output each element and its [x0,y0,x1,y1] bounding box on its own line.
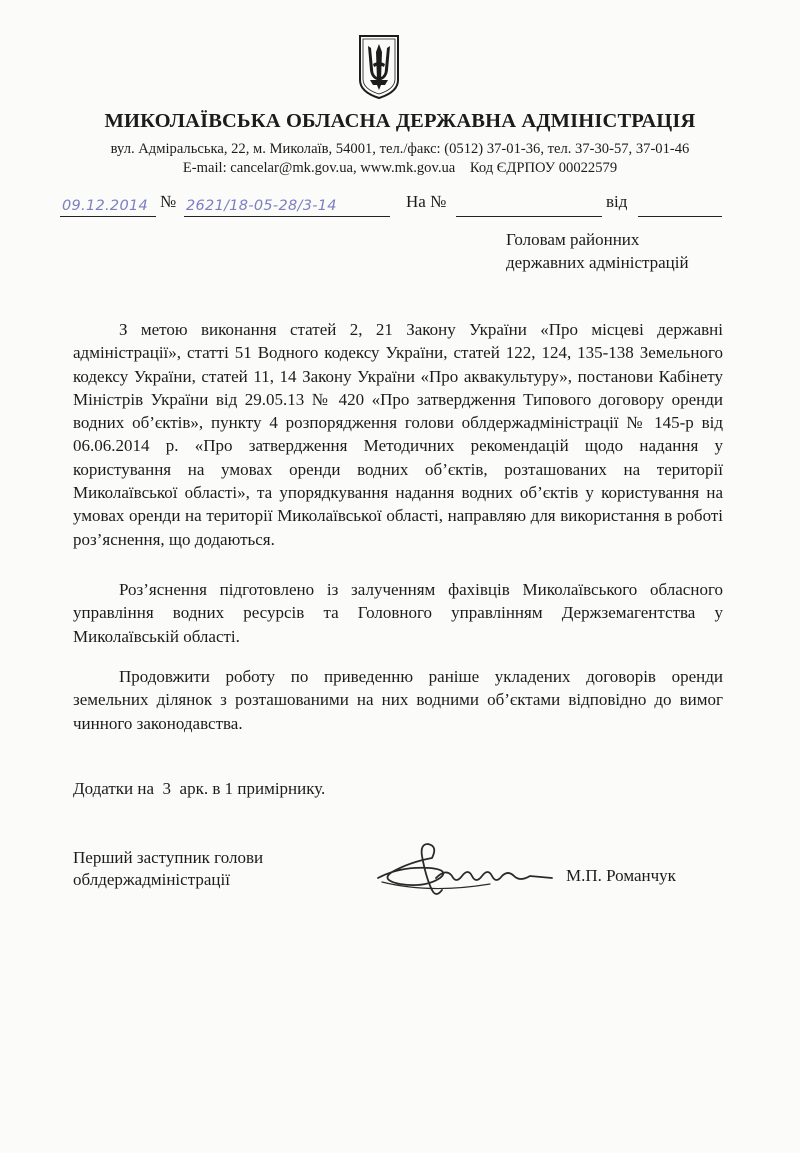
reply-number-label: На № [406,192,447,211]
signatory-title-line-1: Перший заступник голови [73,848,264,867]
organization-name: МИКОЛАЇВСЬКА ОБЛАСНА ДЕРЖАВНА АДМІНІСТРАЦІЯ [104,110,696,132]
attachments-note: Додатки на 3 арк. в 1 примірнику. [73,779,326,798]
letterhead-contacts [0,140,800,178]
body-paragraph-2: Роз’яснення підготовлено із залученням фахівців Миколаївського обласного управління водних ресурсів та Головного управлінням Держземагентства у Миколаївській області. [73,580,723,646]
registration-date: 09.12.2014 [62,198,149,214]
registration-number-field [184,190,390,217]
addressee-line-2: державних адміністрацій [506,253,689,272]
reply-date-label: від [606,192,628,211]
registration-number: 2621/18-05-28/3-14 [186,198,337,214]
trident-emblem-icon [357,34,401,100]
addressee-line-1: Головам районних [506,230,640,249]
registration-date-field [60,190,156,217]
address-line: вул. Адміральська, 22, м. Миколаїв, 54001, тел./факс: (0512) 37-01-36, тел. 37-30-57, 37-01-46 [110,141,690,157]
signatory-title [73,847,263,891]
signatory-title-line-2: облдержадміністрації [73,870,230,889]
body-paragraph-3: Продовжити роботу по приведенню раніше укладених договорів оренди земельних ділянок з розташованими на них водними об’єктами відповідно до вимог чинного законодавства. [73,667,723,733]
contact-line: E-mail: cancelar@mk.gov.ua, www.mk.gov.ua Код ЄДРПОУ 00022579 [182,160,618,176]
reply-number-blank [456,190,602,217]
reply-date-blank [638,190,722,217]
body-paragraph-1: З метою виконання статей 2, 21 Закону України «Про місцеві державні адміністрації», статті 51 Водного кодексу України, статей 122, 124, 135-138 Земельного кодексу України, статей 11, 14 Закону України «Про аквакультуру», постанови Кабінету Міністрів України від 29.05.13 № 420 «Про затвердження Типового договору оренди водних об’єктів», пункту 4 розпорядження голови облдержадміністрації № 145-р від 06.06.2014 р. «Про затвердження Методичних рекомендацій щодо надання у користування на умовах оренди водних об’єктів, розташованих на території Миколаївської області», та упорядкування надання водних об’єктів у користування на умовах оренди на території Миколаївської області, направляю для використання в роботі роз’яснення, що додаються. [73,320,723,549]
addressee [506,228,689,274]
number-label: № [160,192,177,211]
signer-name: М.П. Романчук [566,866,676,885]
handwritten-signature [370,838,560,902]
